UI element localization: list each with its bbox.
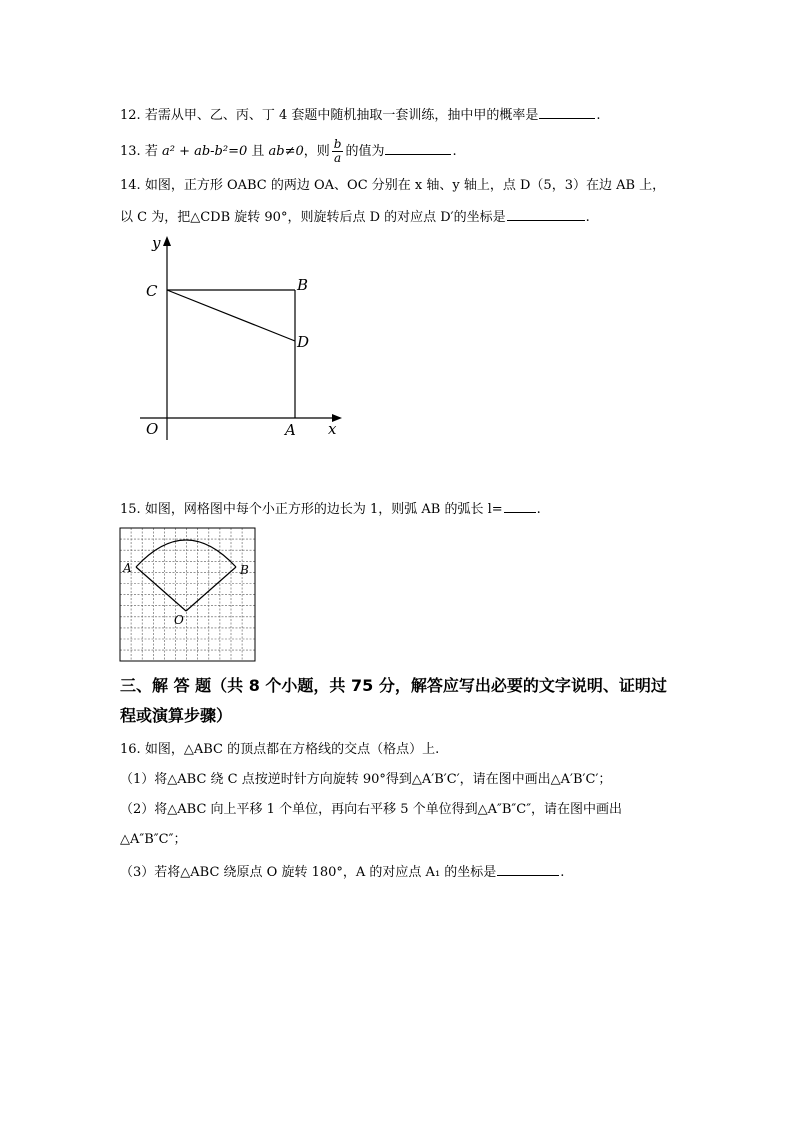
label-b: B [240, 563, 249, 577]
question-text: 若需从甲、乙、丙、丁 4 套题中随机抽取一套训练，抽中甲的概率是 [144, 108, 539, 123]
question-16-part-2 [120, 802, 622, 818]
answer-blank[interactable] [539, 106, 595, 119]
question-16 [120, 742, 439, 758]
part-text: （2）将△ABC 向上平移 1 个单位，再向右平移 5 个单位得到△A″B″C″，请在图中画出 [120, 802, 623, 817]
question-text: 如图，正方形 OABC 的两边 OA、OC 分别在 x 轴、y 轴上，点 D（5，3）在边 AB 上， [144, 178, 666, 193]
label-y: y [152, 234, 161, 252]
label-a: A [123, 561, 132, 575]
section-heading-line-1: 三、解 答 题（共 8 个小题，共 75 分，解答应写出必要的文字说明、证明过 [120, 676, 667, 695]
question-16-part-1 [120, 772, 611, 788]
label-o: O [146, 420, 159, 438]
arc-ab [136, 540, 236, 567]
equation: a² + ab-b²=0 [161, 144, 248, 159]
question-mid: 且 [247, 144, 269, 159]
figure-grid-arc [119, 527, 257, 663]
label-o: O [174, 613, 184, 627]
period: . [452, 144, 457, 159]
period: . [560, 865, 565, 880]
question-14-line-1 [120, 178, 665, 194]
fraction-denominator: a [334, 151, 342, 165]
grid-lines [120, 528, 255, 661]
question-14-line-2 [120, 208, 590, 226]
question-number: 14. [120, 178, 141, 193]
question-text: 如图，△ABC 的顶点都在方格线的交点（格点）上. [144, 742, 440, 757]
question-then: ，则 [303, 144, 330, 159]
question-12 [120, 106, 601, 124]
condition: ab≠0 [268, 144, 304, 159]
question-16-part-3 [120, 863, 564, 881]
figure-square-oabc [140, 232, 350, 444]
label-d: D [297, 333, 310, 351]
question-15 [120, 500, 541, 518]
question-prefix: 若 [144, 144, 162, 159]
period: . [585, 210, 590, 225]
radius-oa [136, 567, 186, 611]
part-text: （1）将△ABC 绕 C 点按逆时针方向旋转 90°得到△A′B′C′，请在图中画出△A′B′C′； [120, 772, 612, 787]
part-text: （3）若将△ABC 绕原点 O 旋转 180°，A 的对应点 A₁ 的坐标是 [120, 865, 497, 880]
question-number: 13. [120, 144, 141, 159]
period: . [536, 502, 541, 517]
question-suffix: 的值为 [345, 144, 385, 159]
question-16-part-2-cont [120, 832, 186, 848]
answer-blank[interactable] [497, 863, 559, 876]
question-text: 以 C 为，把△CDB 旋转 90°，则旋转后点 D 的对应点 D′的坐标是 [120, 210, 506, 225]
label-x: x [328, 420, 337, 438]
question-number: 12. [120, 108, 141, 123]
question-13 [120, 138, 457, 165]
y-axis-arrow [163, 236, 171, 246]
fraction-numerator: b [333, 137, 342, 151]
question-number: 16. [120, 742, 141, 757]
segment-cd [167, 290, 295, 341]
answer-blank[interactable] [504, 500, 536, 513]
label-a: A [285, 421, 296, 439]
section-heading-cont [120, 706, 232, 726]
section-heading-line-2: 程或演算步骤） [120, 706, 233, 725]
question-text: 如图，网格图中每个小正方形的边长为 1，则弧 AB 的弧长 l= [144, 502, 503, 517]
section-heading [120, 676, 667, 696]
answer-blank[interactable] [507, 208, 585, 221]
fraction-b-over-a [332, 138, 344, 165]
label-c: C [146, 282, 158, 300]
answer-blank[interactable] [385, 142, 451, 155]
radius-ob [186, 567, 236, 611]
part-text: △A″B″C″； [120, 832, 187, 847]
period: . [596, 108, 601, 123]
label-b: B [297, 276, 309, 294]
question-number: 15. [120, 502, 141, 517]
